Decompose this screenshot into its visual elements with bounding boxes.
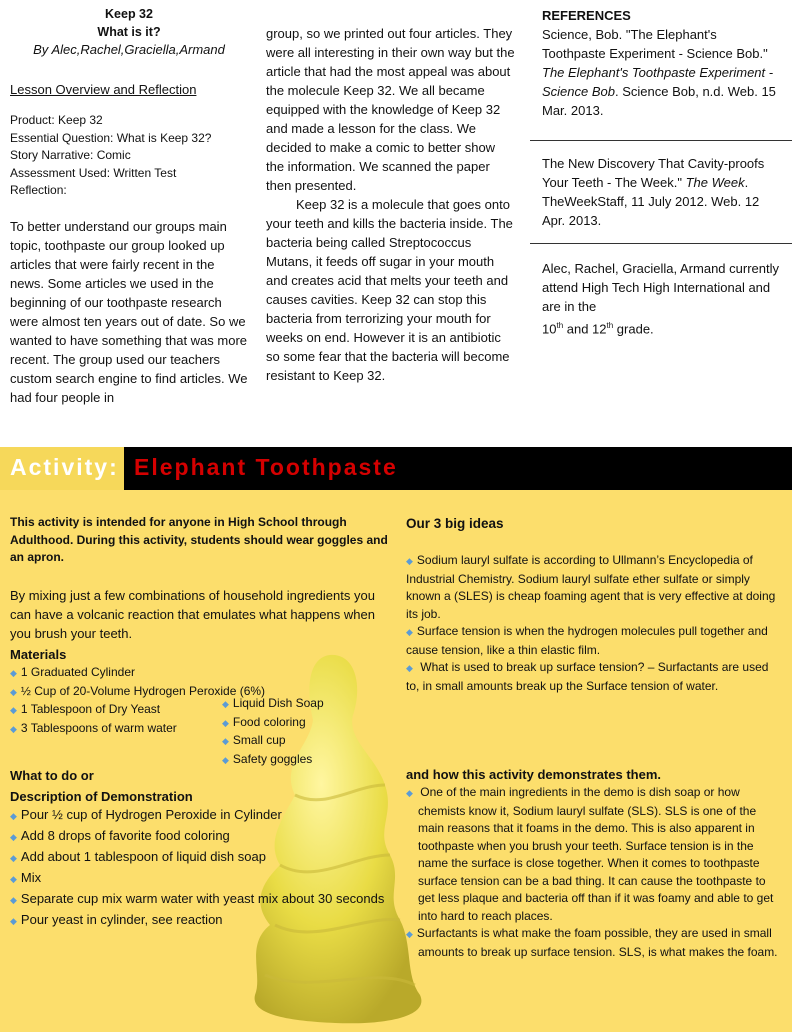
bullet-icon: ◆ [10, 916, 17, 926]
ideas-list [406, 552, 778, 695]
title-what-is-it: What is it? [97, 24, 161, 39]
demo-list [406, 784, 784, 961]
bullet-icon: ◆ [222, 717, 229, 728]
bullet-icon: ◆ [10, 832, 17, 842]
todo-heading: What to do or Description of Demonstration [10, 768, 193, 804]
middle-paragraph-1: group, so we printed out four articles. They were all interesting in their own way but the article that had the most appeal was about the molecule Keep 32. We all became equipped with the knowledge of Keep 32 and made a lesson for the class. We decided to make a comic to better show the information. We scanned the paper then presented. [266, 26, 515, 193]
about-block [542, 259, 782, 338]
bullet-icon: ◆ [10, 853, 17, 863]
product-line: Product: Keep 32 [10, 113, 103, 127]
list-item: ◆ Add 8 drops of favorite food coloring [10, 828, 230, 843]
bullet-icon: ◆ [222, 699, 229, 709]
bullet-icon: ◆ [406, 663, 413, 673]
bullet-icon: ◆ [222, 754, 229, 765]
assessment-line: Assessment Used: Written Test [10, 165, 177, 180]
list-item: ◆ Surface tension is when the hydrogen molecules pull together and cause tension, like a thin elastic film. [406, 624, 768, 657]
list-item: ◆ Mix [10, 870, 42, 885]
banner-title: Elephant Toothpaste [134, 454, 398, 480]
materials-heading: Materials [10, 647, 67, 662]
reference-1: Science, Bob. "The Elephant's Toothpaste Experiment - Science Bob." The Elephant's Toothpaste Experiment - Science Bob. Science Bob, n.d. Web. 15 Mar. 2013. [542, 27, 776, 118]
references-column [542, 6, 782, 120]
list-item: ◆ Liquid Dish Soap [222, 696, 324, 710]
question-line: Essential Question: What is Keep 32? [10, 130, 212, 145]
lesson-meta [10, 112, 248, 200]
materials-list-right [222, 695, 332, 769]
list-item: ◆ Add about 1 tablespoon of liquid dish soap [10, 849, 266, 864]
bullet-icon: ◆ [10, 895, 17, 905]
intro-text: This activity is intended for anyone in High School through Adulthood. During this activity, students should wear goggles and an apron. [10, 515, 388, 564]
list-item: ◆ 1 Graduated Cylinder [10, 665, 135, 679]
bullet-icon: ◆ [10, 874, 17, 884]
list-item: ◆ One of the main ingredients in the demo is dish soap or how chemists know it, Sodium lauryl sulfate (SLS). SLS is one of the main reasons that it foams in the demo. This is also apparent in toothpaste when you brush your teeth. Surface tension is in the name the surface is close together. When it comes to toothpaste surface tension can be a bad thing. It can cause the toothpaste to get less plaque and bacteria off than if it was foamy and able to get into hard to reach places. [406, 785, 774, 923]
list-item: ◆ 1 Tablespoon of Dry Yeast [10, 702, 161, 716]
bullet-icon: ◆ [222, 736, 229, 746]
divider [530, 140, 792, 141]
bullet-icon: ◆ [406, 556, 413, 566]
reference-2-block [542, 154, 782, 230]
reference-2: The New Discovery That Cavity-proofs Your Teeth - The Week." The Week. TheWeekStaff, 11 July 2012. Web. 12 Apr. 2013. [542, 156, 765, 228]
list-item: ◆ 3 Tablespoons of warm water [10, 720, 177, 735]
bullet-icon: ◆ [406, 627, 413, 637]
list-item: ◆ Small cup [222, 733, 286, 747]
divider [530, 243, 792, 244]
reflection-body: To better understand our groups main topic, toothpaste our group looked up articles that were fairly recent in the news. Some articles we used in the beginning of our toothpaste research were almost ten years out of date. So we wanted to have something that was more recent. The group used our teachers custom search engine to find articles. We had four people in [10, 218, 248, 405]
middle-paragraph-2: Keep 32 is a molecule that goes onto your teeth and kills the bacteria inside. The bacteria being called Streptococcus Mutans, it feeds off sugar in your mouth and creates acid that melts your teeth and causes cavities. Keep 32 can stop this bacteria from terrorizing your mouth for weeks on end. However it is an antibiotic so some fear that the bacteria will become resistant to Keep 32. [266, 197, 513, 383]
list-item: ◆ What is used to break up surface tension? – Surfactants are used to, in small amounts break up the Surface tension of water. [406, 660, 769, 693]
title-keep32: Keep 32 [105, 7, 153, 21]
lesson-heading: Lesson Overview and Reflection [10, 81, 197, 97]
bullet-icon: ◆ [406, 929, 413, 939]
mix-text: By mixing just a few combinations of household ingredients you can have a volcanic reaction that emulates what happens when you brush your teeth. [10, 588, 375, 641]
bullet-icon: ◆ [10, 811, 17, 821]
list-item: ◆ Pour yeast in cylinder, see reaction [10, 912, 223, 927]
list-item: ◆ Pour ½ cup of Hydrogen Peroxide in Cylinder [10, 807, 282, 822]
ideas-heading: Our 3 big ideas [406, 516, 504, 531]
bullet-icon: ◆ [10, 686, 17, 697]
list-item: ◆ Surfactants is what make the foam possible, they are used in small amounts to break up surface tension. SLS, is what makes the foam. [406, 926, 778, 959]
bullet-icon: ◆ [10, 723, 17, 734]
banner-label: Activity: [10, 454, 119, 480]
middle-column [266, 24, 516, 385]
list-item: ◆ Food coloring [222, 714, 306, 729]
bullet-icon: ◆ [10, 705, 17, 715]
list-item: ◆ Separate cup mix warm water with yeast mix about 30 seconds [10, 891, 385, 906]
about-text: Alec, Rachel, Graciella, Armand currently attend High Tech High International and are in the 10th and 12th grade. [542, 261, 779, 337]
reflection-line: Reflection: [10, 183, 67, 197]
bullet-icon: ◆ [10, 668, 17, 678]
list-item: ◆ ½ Cup of 20-Volume Hydrogen Peroxide (6%) [10, 683, 266, 698]
banner-label-box [0, 447, 124, 490]
authors: By Alec,Rachel,Graciella,Armand [33, 42, 225, 57]
list-item: ◆ Sodium lauryl sulfate is according to Ullmann’s Encyclopedia of Industrial Chemistry. Sodium lauryl sulfate ether sulfate or simply known a (SLES) is cheap foaming agent that is very effective at doing its job. [406, 553, 776, 621]
list-item: ◆ Safety goggles [222, 751, 313, 766]
references-heading: REFERENCES [542, 8, 631, 23]
bullet-icon: ◆ [406, 788, 413, 798]
steps-list [10, 805, 385, 931]
demo-heading: and how this activity demonstrates them. [406, 767, 661, 782]
lesson-column [10, 6, 248, 407]
story-line: Story Narrative: Comic [10, 148, 131, 162]
